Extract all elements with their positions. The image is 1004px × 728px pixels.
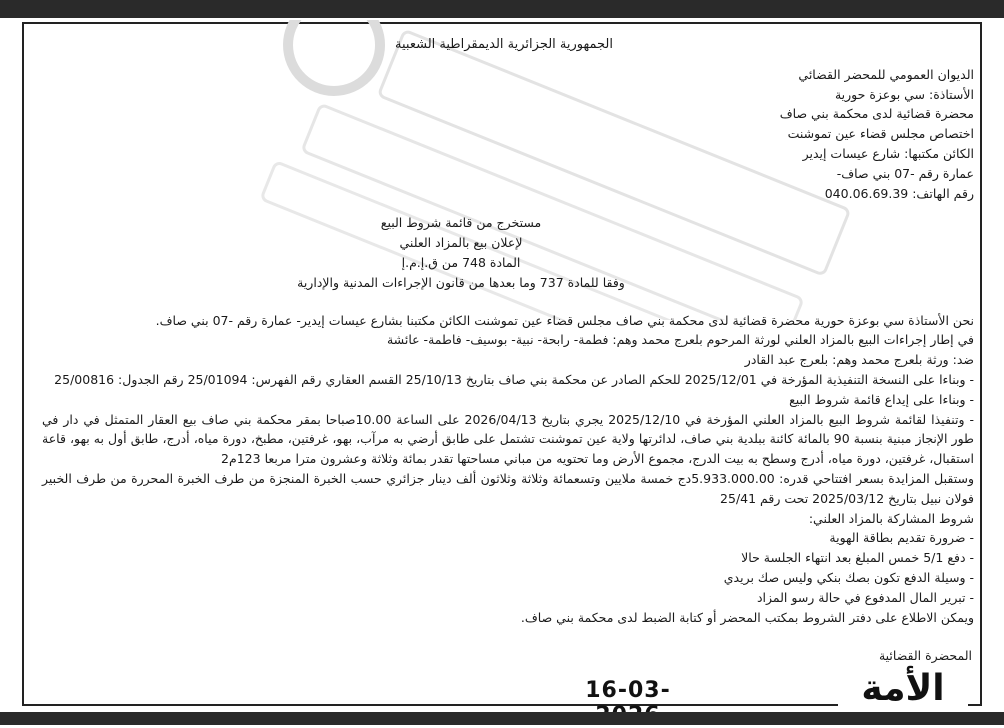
bailiff-office-block: [34, 65, 974, 204]
body-line: نحن الأستاذة سي بوعزة حورية محضرة قضائية لدى محكمة بني صاف مجلس قضاء عين تموشنت الكائن مكتبنا بشارع عيسات إيدير- عمارة رقم -07 بني صاف.: [155, 312, 974, 328]
body-line: ضد: ورثة بلعرج محمد وهم: بلعرج عبد القادر: [744, 352, 974, 368]
body-line: - وبناءا على إيداع قائمة شروط البيع: [789, 391, 974, 407]
body-line: - وبناءا على النسخة التنفيذية المؤرخة في 2025/12/01 للحكم الصادر عن محكمة بني صاف بتاريخ 25/10/13 القسم العقاري رقم الفهرس: 25/01094 رقم الجدول: 25/00816: [54, 371, 974, 387]
office-line: محضرة قضائية لدى محكمة بني صاف: [779, 106, 974, 122]
title-line: مستخرج من قائمة شروط البيع: [380, 215, 542, 231]
office-line: الديوان العمومي للمحضر القضائي: [798, 66, 974, 82]
title-line: لإعلان بيع بالمزاد العلني: [399, 235, 523, 251]
republic-header: الجمهورية الجزائرية الديمقراطية الشعبية: [395, 37, 613, 52]
title-line: وفقا للمادة 737 وما بعدها من قانون الإجراءات المدنية والإدارية: [297, 274, 625, 290]
conditions-title: شروط المشاركة بالمزاد العلني:: [808, 510, 974, 526]
opening-price: وستقبل المزايدة بسعر افتتاحي قدره: 5.933.000.00دج خمسة ملايين وتسعمائة وثلاثة وثلاثون ألف دينار جزائري حسب الخبرة المنجزة من طرف الخبرة المحررة من طرف الخبير فولان نبيل بتاريخ 2025/03/12 تحت رقم 25/41: [42, 470, 974, 506]
title-line: المادة 748 من ق.إ.م.إ: [401, 254, 521, 270]
closing-line: ويمكن الاطلاع على دفتر الشروط بمكتب المحضر أو كتابة الضبط لدى محكمة بني صاف.: [520, 609, 974, 625]
logo-text: الأمة: [861, 668, 945, 708]
bottom-border-bar: [0, 712, 1004, 725]
notice-body: [34, 311, 974, 628]
top-border-bar: [0, 0, 1004, 18]
office-phone: رقم الهاتف: 040.06.69.39: [824, 185, 974, 201]
body-line: في إطار إجراءات البيع بالمزاد العلني لورثة المرحوم بلعرج محمد وهم: فطمة- رابحة- نبية- بوسيف- فاطمة- عائشة: [386, 332, 974, 348]
property-description: - وتنفيذا لقائمة شروط البيع بالمزاد العلني المؤرخة في 2025/12/10 يجري بتاريخ 2026/04/13 على الساعة 10.00صباحا بمقر محكمة بني صاف بيع العقار المتمثل في دار في طور الإنجاز مبنية بنسبة 90 بالمائة كائنة ببلدية بني صاف، لدائرتها ولاية عين تموشنت تشتمل على طابق أرضي به مرآب، بهو، غرفتين، مطبخ، دورة مياه، أدرج، طابق أول به بهو، قاعة استقبال، غرفتين، دورة مياه، أدرج وسطح به بيت الدرج، مجموع الأرض وما تحتويه من مباني مساحتها تقدر بمائة وثلاثة وعشرون مترا مربعا 123م2: [42, 411, 974, 467]
condition-item: - تبرير المال المدفوع في حالة رسو المزاد: [756, 589, 974, 605]
publication-date: 16-03-: [585, 678, 671, 703]
office-line: الكائن مكتبها: شارع عيسات إيدير: [802, 145, 974, 161]
condition-item: - دفع 5/1 خمس المبلغ بعد انتهاء الجلسة حالا: [741, 550, 974, 566]
office-line: الأستاذة: سي بوعزة حورية: [834, 86, 974, 102]
signer: المحضرة القضائية: [878, 648, 972, 663]
notice-title-block: [296, 213, 626, 292]
notice-content: [34, 35, 974, 627]
office-line: اختصاص مجلس قضاء عين تموشنت: [787, 126, 974, 142]
newspaper-logo: [838, 664, 968, 708]
office-line: عمارة رقم -07 بني صاف-: [836, 165, 974, 181]
condition-item: - ضرورة تقديم بطاقة الهوية: [829, 530, 974, 546]
condition-item: - وسيلة الدفع تكون بصك بنكي وليس صك بريدي: [723, 569, 974, 585]
